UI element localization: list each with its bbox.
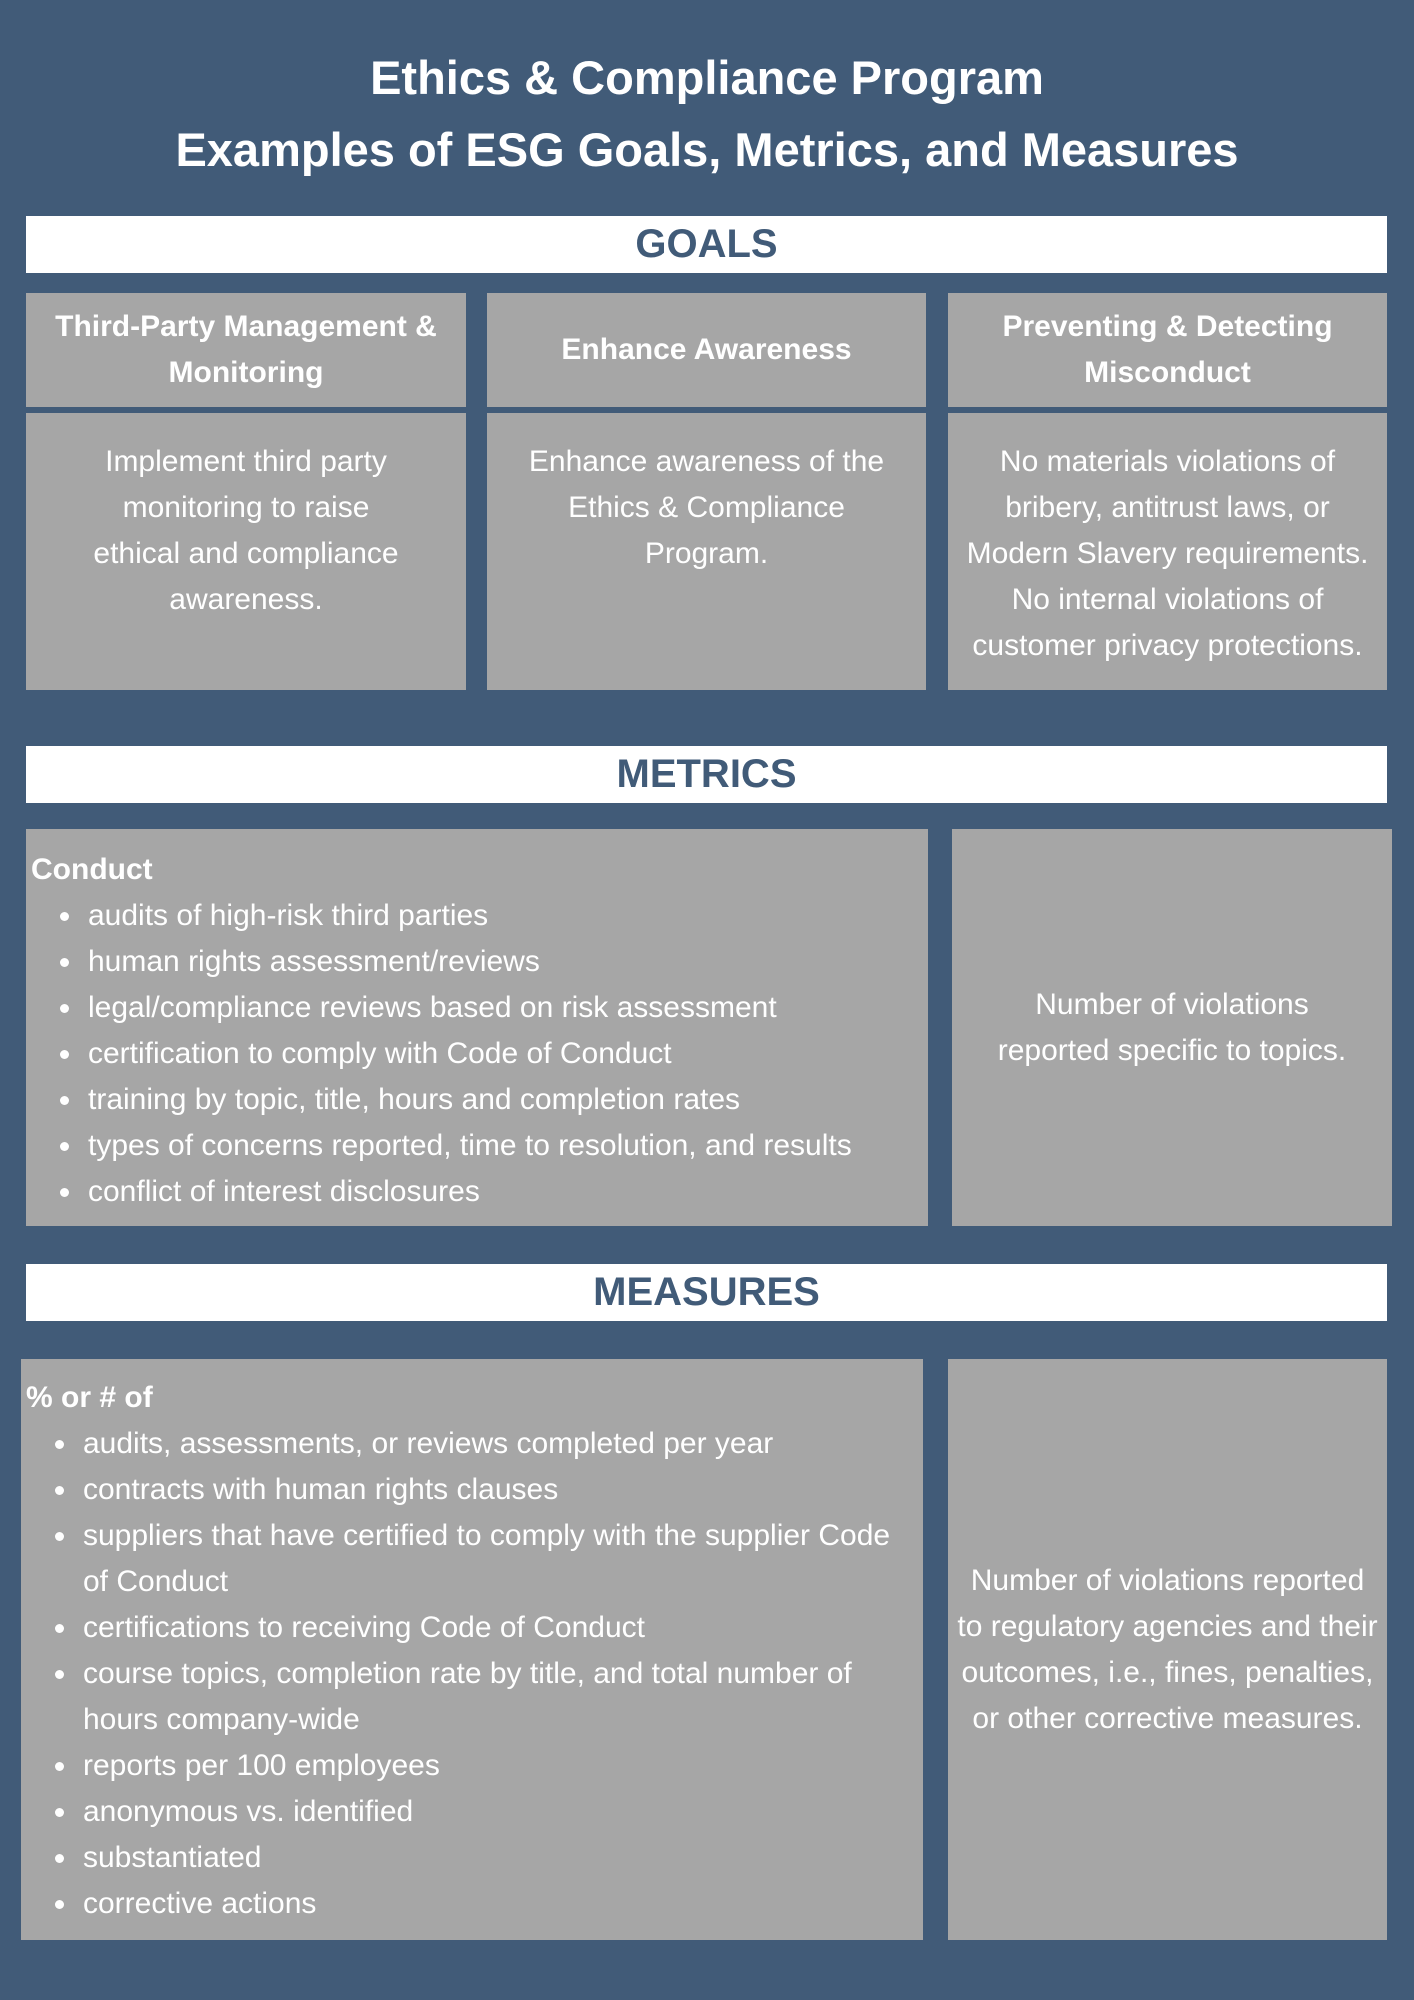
- list-item: course topics, completion rate by title, and total number of hours company-wide: [26, 1651, 923, 1743]
- measures-list: [26, 1421, 923, 1927]
- list-item: conflict of interest disclosures: [31, 1169, 928, 1215]
- list-item: certifications to receiving Code of Conduct: [26, 1605, 923, 1651]
- list-item: substantiated: [26, 1835, 923, 1881]
- list-item: suppliers that have certified to comply with the supplier Code of Conduct: [26, 1513, 923, 1605]
- goal-2-body: Enhance awareness of the Ethics & Compliance Program.: [487, 413, 926, 690]
- metrics-heading: METRICS: [26, 746, 1387, 803]
- list-item: audits, assessments, or reviews completed per year: [26, 1421, 923, 1467]
- metrics-side-panel: Number of violations reported specific to topics.: [952, 829, 1392, 1226]
- metrics-list-panel: [26, 829, 928, 1226]
- page-title-line-1: Ethics & Compliance Program: [370, 51, 1044, 104]
- goal-2-title: Enhance Awareness: [487, 293, 926, 407]
- list-item: audits of high-risk third parties: [31, 893, 928, 939]
- list-item: contracts with human rights clauses: [26, 1467, 923, 1513]
- goal-3-body: No materials violations of bribery, antitrust laws, or Modern Slavery requirements. No internal violations of customer privacy protections.: [948, 413, 1387, 690]
- list-item: training by topic, title, hours and completion rates: [31, 1077, 928, 1123]
- list-item: corrective actions: [26, 1881, 923, 1927]
- page-title-line-2: Examples of ESG Goals, Metrics, and Measures: [175, 123, 1239, 176]
- goal-1-title: Third-Party Management & Monitoring: [26, 293, 466, 407]
- list-item: legal/compliance reviews based on risk assessment: [31, 985, 928, 1031]
- metrics-list: [31, 893, 928, 1215]
- goal-3-title: Preventing & Detecting Misconduct: [948, 293, 1387, 407]
- list-item: anonymous vs. identified: [26, 1789, 923, 1835]
- list-item: human rights assessment/reviews: [31, 939, 928, 985]
- list-item: types of concerns reported, time to resolution, and results: [31, 1123, 928, 1169]
- goal-1-body: Implement third party monitoring to raise ethical and compliance awareness.: [26, 413, 466, 690]
- measures-list-panel: [21, 1359, 923, 1940]
- list-item: reports per 100 employees: [26, 1743, 923, 1789]
- list-item: certification to comply with Code of Conduct: [31, 1031, 928, 1077]
- measures-list-title: % or # of: [26, 1381, 153, 1414]
- goals-heading: GOALS: [26, 216, 1387, 273]
- measures-heading: MEASURES: [26, 1264, 1387, 1321]
- measures-side-panel: Number of violations reported to regulatory agencies and their outcomes, i.e., fines, penalties, or other corrective measures.: [948, 1359, 1387, 1940]
- metrics-list-title: Conduct: [31, 853, 153, 886]
- page-title: [0, 42, 1414, 186]
